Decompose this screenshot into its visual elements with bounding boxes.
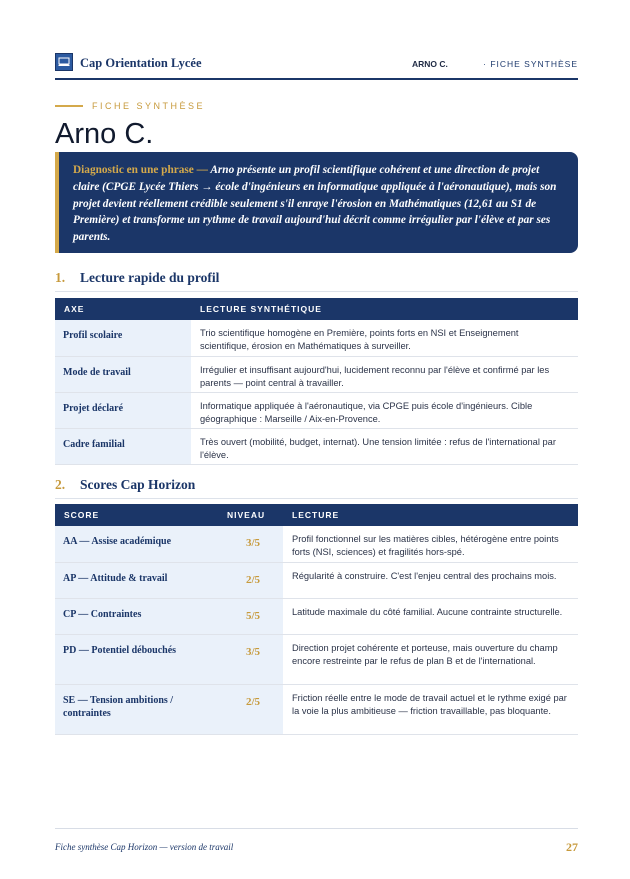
table-row	[55, 356, 578, 392]
kicker-rule	[55, 105, 83, 107]
kicker-label: FICHE SYNTHÈSE	[92, 101, 206, 111]
col-header-niveau: NIVEAU	[223, 504, 283, 526]
col-header-axe: AXE	[55, 298, 191, 320]
row-axis: Mode de travail	[55, 356, 191, 392]
col-header-lecture: LECTURE SYNTHÉTIQUE	[191, 298, 578, 320]
diagnostic-text: Arno présente un profil scientifique cohérent et une direction de projet claire (CPGE Lycée Thiers → école d'ingénieurs en informatique appliquée à l'aéronautique), mais son projet devient réellement crédible seulement s'il enraye l'érosion en Mathématiques (12,61 au S1 de Première) et transforme un rythme de travail aujourd'hui décrit comme irrégulier par l'élève et par ses parents.	[73, 164, 557, 244]
header-section-label: · FICHE SYNTHÈSE	[483, 59, 578, 69]
table-row	[55, 562, 578, 598]
row-text: Trio scientifique homogène en Première, points forts en NSI et Enseignement scientifique, érosion en Mathématiques à surveiller.	[191, 320, 578, 356]
score-text: Régularité à construire. C'est l'enjeu central des prochains mois.	[283, 562, 578, 598]
section-1-title	[55, 270, 219, 286]
score-name: SE — Tension ambitions / contraintes	[55, 684, 223, 734]
score-level: 3/5	[223, 634, 283, 684]
page-header	[55, 52, 578, 80]
table-row	[55, 392, 578, 428]
table-row	[55, 684, 578, 734]
score-text: Latitude maximale du côté familial. Aucune contrainte structurelle.	[283, 598, 578, 634]
score-level: 5/5	[223, 598, 283, 634]
section-1-number: 1.	[55, 270, 66, 285]
section-2-title	[55, 477, 195, 493]
score-text: Profil fonctionnel sur les matières cibles, hétérogène entre points forts (NSI, sciences) et fragilités hors-spé.	[283, 526, 578, 562]
row-axis: Profil scolaire	[55, 320, 191, 356]
score-level: 2/5	[223, 562, 283, 598]
student-name-title: Arno C.	[55, 118, 154, 150]
profile-table-header	[55, 298, 578, 320]
header-student-name: ARNO C.	[412, 59, 448, 69]
section-1-rule	[55, 291, 578, 292]
scores-table	[55, 504, 578, 735]
score-level: 3/5	[223, 526, 283, 562]
section-2-label: Scores Cap Horizon	[80, 477, 196, 492]
col-header-lecture: LECTURE	[283, 504, 578, 526]
diagnostic-box	[55, 152, 578, 253]
table-row	[55, 634, 578, 684]
diagnostic-lead: Diagnostic en une phrase —	[73, 164, 208, 176]
diagnostic-paragraph	[73, 162, 564, 246]
profile-table	[55, 298, 578, 465]
score-name: AA — Assise académique	[55, 526, 223, 562]
section-2-rule	[55, 498, 578, 499]
section-1-label: Lecture rapide du profil	[80, 270, 220, 285]
col-header-score: SCORE	[55, 504, 223, 526]
score-name: PD — Potentiel débouchés	[55, 634, 223, 684]
row-axis: Cadre familial	[55, 428, 191, 464]
score-level: 2/5	[223, 684, 283, 734]
row-axis: Projet déclaré	[55, 392, 191, 428]
score-name: AP — Attitude & travail	[55, 562, 223, 598]
table-row	[55, 526, 578, 562]
score-text: Friction réelle entre le mode de travail actuel et le rythme exigé par la voie la plus ambitieuse — friction travaillable, pas bloquante.	[283, 684, 578, 734]
row-text: Informatique appliquée à l'aéronautique, via CPGE puis école d'ingénieurs. Cible géographique : Marseille / Aix-en-Provence.	[191, 392, 578, 428]
logo-icon	[55, 53, 73, 71]
table-row	[55, 320, 578, 356]
section-2-number: 2.	[55, 477, 66, 492]
footer-text: Fiche synthèse Cap Horizon — version de travail	[55, 842, 234, 852]
row-text: Très ouvert (mobilité, budget, internat). Une tension limitée : refus de l'international par l'élève.	[191, 428, 578, 464]
scores-table-header	[55, 504, 578, 526]
page-number: 27	[566, 840, 578, 854]
score-name: CP — Contraintes	[55, 598, 223, 634]
brand-name: Cap Orientation Lycée	[80, 56, 202, 70]
row-text: Irrégulier et insuffisant aujourd'hui, lucidement reconnu par l'élève et confirmé par les parents — point central à travailler.	[191, 356, 578, 392]
table-row	[55, 428, 578, 464]
table-row	[55, 598, 578, 634]
footer-rule	[55, 828, 578, 829]
score-text: Direction projet cohérente et porteuse, mais ouverture du champ encore restreinte par le refus de plan B et de l'international.	[283, 634, 578, 684]
